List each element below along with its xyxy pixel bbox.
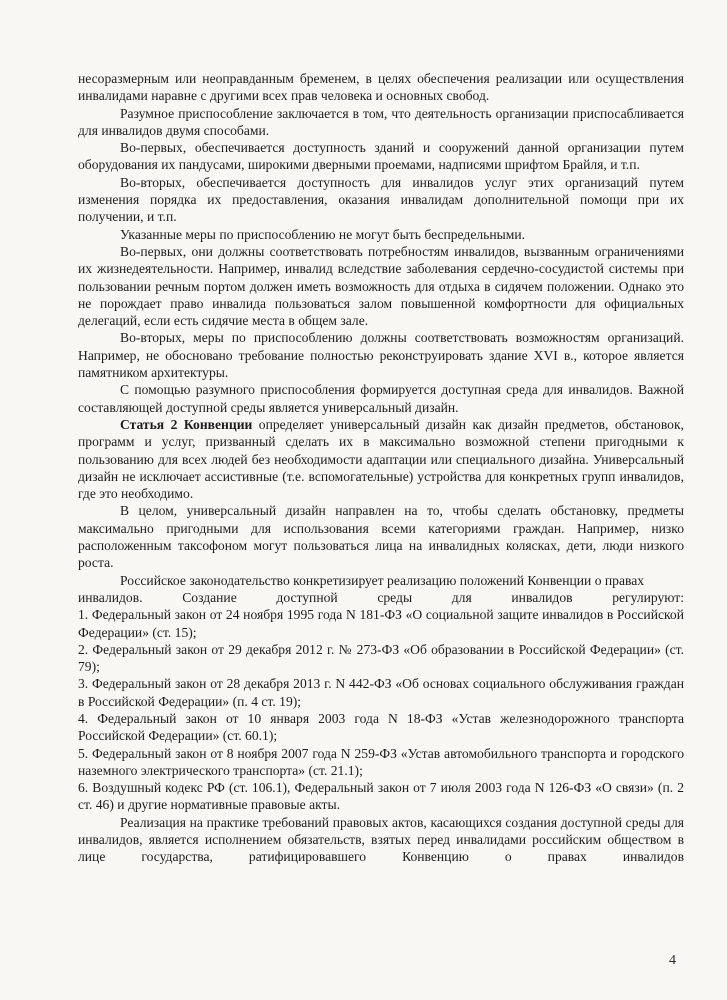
paragraph-p10 <box>78 502 684 571</box>
paragraph-p4 <box>78 174 684 226</box>
paragraph-text: Разумное приспособление заключается в том, что деятельность организации приспосабливается для инвалидов двумя способами. <box>78 105 684 138</box>
paragraph-p11a <box>78 572 684 589</box>
paragraph-l6 <box>78 779 684 814</box>
paragraph-text: 6. Воздушный кодекс РФ (ст. 106.1), Федеральный закон от 7 июля 2003 года N 126-ФЗ «О связи» (п. 2 ст. 46) и другие нормативные правовые акты. <box>78 780 684 813</box>
paragraph-p6 <box>78 243 684 329</box>
page-number: 4 <box>669 953 676 968</box>
paragraph-text: Указанные меры по приспособлению не могут быть беспредельными. <box>120 226 526 242</box>
paragraph-text: 3. Федеральный закон от 28 декабря 2013 г. N 442-ФЗ «Об основах социального обслуживания граждан в Российской Федерации» (п. 4 ст. 19); <box>78 676 684 709</box>
paragraph-l1 <box>78 606 684 641</box>
paragraph-p9 <box>78 416 684 502</box>
paragraph-l5 <box>78 745 684 780</box>
paragraph-p12 <box>78 814 684 866</box>
paragraph-text: Во-первых, обеспечивается доступность зданий и сооружений данной организации путем оборудования их пандусами, широкими дверными проемами, надписями шрифтом Брайля, и т.п. <box>78 140 684 173</box>
paragraph-text: Во-первых, они должны соответствовать потребностям инвалидов, вызванным ограничениями их жизнедеятельности. Например, инвалид вследствие заболевания сердечно-сосудистой системы при пользовании речным портом должен иметь возможность для отдыха в сидячем положении. Однако это не порождает право инвалида пользоваться залом повышенной комфортности для официальных делегаций, если есть сидячие места в общем зале. <box>78 243 684 329</box>
paragraph-text: 1. Федеральный закон от 24 ноября 1995 года N 181-ФЗ «О социальной защите инвалидов в Российской Федерации» (ст. 15); <box>78 607 684 640</box>
paragraph-p11b <box>78 589 684 606</box>
paragraph-l2 <box>78 641 684 676</box>
paragraph-p2 <box>78 105 684 140</box>
paragraph-text: В целом, универсальный дизайн направлен на то, чтобы сделать обстановку, предметы максимально пригодными для использования всеми категориями граждан. Например, низко расположенным таксофоном могут пользоваться лица на инвалидных колясках, дети, люди низкого роста. <box>78 503 684 571</box>
bold-reference: Статья 2 Конвенции <box>120 416 253 432</box>
paragraph-l4 <box>78 710 684 745</box>
paragraph-p3 <box>78 139 684 174</box>
paragraph-text: Во-вторых, обеспечивается доступность для инвалидов услуг этих организаций путем изменения порядка их предоставления, оказания инвалидам дополнительной помощи при их получении, и т.п. <box>78 174 684 225</box>
paragraph-text: Во-вторых, меры по приспособлению должны соответствовать возможностям организаций. Например, не обосновано требование полностью реконструировать здание XVI в., которое является памятником архитектуры. <box>78 330 684 381</box>
paragraph-p7 <box>78 329 684 381</box>
paragraph-text: Реализация на практике требований правовых актов, касающихся создания доступной среды для инвалидов, является исполнением обязательств, взятых перед инвалидами российским обществом в лице государства, ратифицировавшего Конвенцию о правах инвалидов <box>78 814 684 865</box>
paragraph-text: несоразмерным или неоправданным бременем, в целях обеспечения реализации или осуществления инвалидами наравне с другими всех прав человека и основных свобод. <box>78 71 684 104</box>
paragraph-p5 <box>78 226 684 243</box>
paragraph-text: Российское законодательство конкретизирует реализацию положений Конвенции о правах <box>120 572 645 588</box>
paragraph-p8 <box>78 381 684 416</box>
paragraph-text: определяет универсальный дизайн как дизайн предметов, обстановок, программ и услуг, призванный сделать их в максимально возможной степени пригодными к пользованию для всех людей без необходимости адаптации или специального дизайна. Универсальный дизайн не исключает ассистивные (т.е. вспомогательные) устройства для конкретных групп инвалидов, где это необходимо. <box>78 416 684 502</box>
paragraph-text: инвалидов. Создание доступной среды для инвалидов регулируют: <box>78 589 684 605</box>
paragraph-text: 2. Федеральный закон от 29 декабря 2012 г. № 273-ФЗ «Об образовании в Российской Федерации» (ст. 79); <box>78 641 684 675</box>
paragraph-l3 <box>78 675 684 710</box>
paragraph-text: 5. Федеральный закон от 8 ноября 2007 года N 259-ФЗ «Устав автомобильного транспорта и городского наземного электрического транспорта» (ст. 21.1); <box>78 745 684 778</box>
paragraph-p1 <box>78 70 684 105</box>
paragraph-text: 4. Федеральный закон от 10 января 2003 года N 18-ФЗ «Устав железнодорожного транспорта Российской Федерации» (ст. 60.1); <box>78 710 684 744</box>
paragraph-text: С помощью разумного приспособления формируется доступная среда для инвалидов. Важной составляющей доступной среды является универсальный дизайн. <box>78 382 684 415</box>
body-text <box>78 70 684 866</box>
